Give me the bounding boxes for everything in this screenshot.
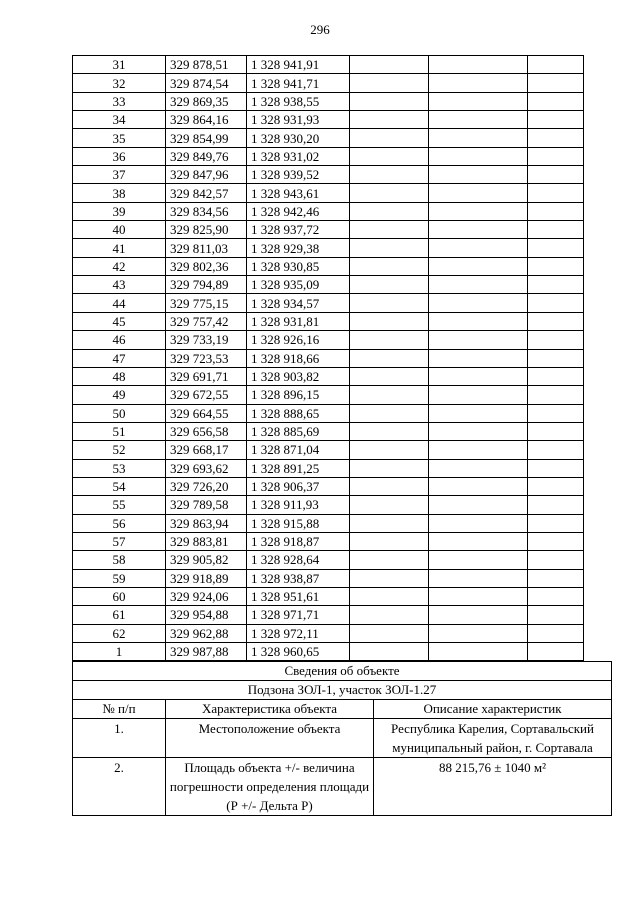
empty-cell (528, 459, 584, 477)
coordinate-row (73, 532, 584, 550)
info-title: Сведения об объекте (73, 662, 612, 681)
coord-y: 1 328 906,37 (247, 477, 350, 495)
empty-cell (429, 606, 528, 624)
point-number: 56 (73, 514, 166, 532)
empty-cell (528, 92, 584, 110)
empty-cell (429, 349, 528, 367)
empty-cell (528, 239, 584, 257)
coord-y: 1 328 960,65 (247, 643, 350, 661)
coord-y: 1 328 938,55 (247, 92, 350, 110)
empty-cell (528, 294, 584, 312)
coord-x: 329 672,55 (166, 386, 247, 404)
header-characteristic: Характеристика объекта (166, 700, 374, 719)
empty-cell (429, 129, 528, 147)
coordinate-row (73, 56, 584, 74)
coord-x: 329 789,58 (166, 496, 247, 514)
coord-y: 1 328 930,85 (247, 257, 350, 275)
coord-y: 1 328 926,16 (247, 331, 350, 349)
empty-cell (528, 477, 584, 495)
empty-cell (429, 477, 528, 495)
coord-y: 1 328 931,02 (247, 147, 350, 165)
point-number: 38 (73, 184, 166, 202)
coordinate-row (73, 386, 584, 404)
coord-y: 1 328 951,61 (247, 587, 350, 605)
empty-cell (350, 477, 429, 495)
coord-x: 329 775,15 (166, 294, 247, 312)
coord-x: 329 878,51 (166, 56, 247, 74)
point-number: 45 (73, 312, 166, 330)
page-number: 296 (310, 22, 330, 37)
empty-cell (429, 551, 528, 569)
empty-cell (429, 386, 528, 404)
coord-x: 329 869,35 (166, 92, 247, 110)
empty-cell (429, 441, 528, 459)
empty-cell (350, 166, 429, 184)
coord-y: 1 328 930,20 (247, 129, 350, 147)
coordinate-row (73, 74, 584, 92)
coord-y: 1 328 934,57 (247, 294, 350, 312)
coord-x: 329 733,19 (166, 331, 247, 349)
empty-cell (350, 532, 429, 550)
info-row-num: 2. (73, 758, 166, 816)
point-number: 55 (73, 496, 166, 514)
coord-x: 329 726,20 (166, 477, 247, 495)
coord-x: 329 883,81 (166, 532, 247, 550)
empty-cell (350, 257, 429, 275)
info-row-description: 88 215,76 ± 1040 м² (374, 758, 612, 816)
coordinate-row (73, 129, 584, 147)
coordinate-row (73, 331, 584, 349)
empty-cell (350, 624, 429, 642)
empty-cell (429, 532, 528, 550)
empty-cell (528, 56, 584, 74)
coordinate-row (73, 569, 584, 587)
point-number: 50 (73, 404, 166, 422)
empty-cell (350, 184, 429, 202)
coord-x: 329 693,62 (166, 459, 247, 477)
coordinate-row (73, 496, 584, 514)
point-number: 31 (73, 56, 166, 74)
empty-cell (429, 111, 528, 129)
empty-cell (429, 587, 528, 605)
coord-x: 329 842,57 (166, 184, 247, 202)
point-number: 53 (73, 459, 166, 477)
coord-y: 1 328 937,72 (247, 221, 350, 239)
coord-y: 1 328 891,25 (247, 459, 350, 477)
coordinate-row (73, 276, 584, 294)
empty-cell (528, 166, 584, 184)
coord-y: 1 328 888,65 (247, 404, 350, 422)
empty-cell (429, 643, 528, 661)
coord-y: 1 328 871,04 (247, 441, 350, 459)
empty-cell (429, 624, 528, 642)
empty-cell (528, 422, 584, 440)
coordinate-row (73, 606, 584, 624)
empty-cell (429, 74, 528, 92)
empty-cell (350, 606, 429, 624)
coordinate-row (73, 514, 584, 532)
empty-cell (350, 514, 429, 532)
coord-x: 329 987,88 (166, 643, 247, 661)
empty-cell (429, 257, 528, 275)
coordinate-row (73, 111, 584, 129)
coord-y: 1 328 943,61 (247, 184, 350, 202)
coordinate-row (73, 643, 584, 661)
empty-cell (429, 312, 528, 330)
coordinate-row (73, 477, 584, 495)
coordinate-row (73, 184, 584, 202)
empty-cell (528, 551, 584, 569)
point-number: 41 (73, 239, 166, 257)
coord-x: 329 691,71 (166, 367, 247, 385)
header-num: № п/п (73, 700, 166, 719)
coord-x: 329 962,88 (166, 624, 247, 642)
empty-cell (350, 111, 429, 129)
coord-y: 1 328 941,71 (247, 74, 350, 92)
coord-y: 1 328 911,93 (247, 496, 350, 514)
empty-cell (350, 496, 429, 514)
empty-cell (528, 312, 584, 330)
empty-cell (429, 147, 528, 165)
empty-cell (528, 569, 584, 587)
coord-x: 329 656,58 (166, 422, 247, 440)
coord-y: 1 328 939,52 (247, 166, 350, 184)
empty-cell (429, 92, 528, 110)
empty-cell (429, 184, 528, 202)
empty-cell (350, 147, 429, 165)
empty-cell (350, 239, 429, 257)
coord-x: 329 918,89 (166, 569, 247, 587)
coord-y: 1 328 918,87 (247, 532, 350, 550)
empty-cell (528, 386, 584, 404)
header-description: Описание характеристик (374, 700, 612, 719)
empty-cell (528, 532, 584, 550)
coordinate-row (73, 624, 584, 642)
empty-cell (350, 221, 429, 239)
point-number: 62 (73, 624, 166, 642)
empty-cell (350, 551, 429, 569)
empty-cell (429, 239, 528, 257)
coord-x: 329 825,90 (166, 221, 247, 239)
coordinate-row (73, 92, 584, 110)
coordinate-row (73, 239, 584, 257)
info-row-description: Республика Карелия, Сортавальский муниципальный район, г. Сортавала (374, 719, 612, 758)
empty-cell (528, 202, 584, 220)
object-info-table (72, 661, 612, 816)
coord-x: 329 664,55 (166, 404, 247, 422)
point-number: 43 (73, 276, 166, 294)
point-number: 32 (73, 74, 166, 92)
coordinate-row (73, 404, 584, 422)
point-number: 47 (73, 349, 166, 367)
empty-cell (429, 276, 528, 294)
empty-cell (350, 294, 429, 312)
coordinate-row (73, 587, 584, 605)
empty-cell (528, 129, 584, 147)
coord-x: 329 811,03 (166, 239, 247, 257)
empty-cell (528, 606, 584, 624)
coord-y: 1 328 942,46 (247, 202, 350, 220)
coord-x: 329 905,82 (166, 551, 247, 569)
coordinate-row (73, 422, 584, 440)
empty-cell (528, 441, 584, 459)
coord-x: 329 924,06 (166, 587, 247, 605)
info-row-num: 1. (73, 719, 166, 758)
coord-y: 1 328 918,66 (247, 349, 350, 367)
coordinate-row (73, 202, 584, 220)
empty-cell (429, 422, 528, 440)
point-number: 46 (73, 331, 166, 349)
coord-y: 1 328 885,69 (247, 422, 350, 440)
coord-x: 329 802,36 (166, 257, 247, 275)
coord-y: 1 328 931,81 (247, 312, 350, 330)
point-number: 54 (73, 477, 166, 495)
empty-cell (350, 92, 429, 110)
coord-x: 329 723,53 (166, 349, 247, 367)
point-number: 33 (73, 92, 166, 110)
empty-cell (350, 349, 429, 367)
coord-y: 1 328 929,38 (247, 239, 350, 257)
coord-x: 329 854,99 (166, 129, 247, 147)
empty-cell (350, 331, 429, 349)
coord-x: 329 757,42 (166, 312, 247, 330)
empty-cell (528, 257, 584, 275)
empty-cell (528, 111, 584, 129)
empty-cell (528, 349, 584, 367)
empty-cell (528, 331, 584, 349)
empty-cell (350, 569, 429, 587)
point-number: 58 (73, 551, 166, 569)
empty-cell (350, 587, 429, 605)
empty-cell (350, 312, 429, 330)
coord-y: 1 328 915,88 (247, 514, 350, 532)
empty-cell (350, 56, 429, 74)
empty-cell (350, 202, 429, 220)
empty-cell (350, 404, 429, 422)
empty-cell (350, 367, 429, 385)
coord-y: 1 328 972,11 (247, 624, 350, 642)
coordinate-row (73, 312, 584, 330)
coord-x: 329 863,94 (166, 514, 247, 532)
empty-cell (429, 202, 528, 220)
point-number: 60 (73, 587, 166, 605)
coord-x: 329 834,56 (166, 202, 247, 220)
coord-y: 1 328 896,15 (247, 386, 350, 404)
empty-cell (350, 441, 429, 459)
coord-x: 329 668,17 (166, 441, 247, 459)
coord-y: 1 328 931,93 (247, 111, 350, 129)
coord-x: 329 794,89 (166, 276, 247, 294)
empty-cell (429, 496, 528, 514)
empty-cell (350, 74, 429, 92)
point-number: 57 (73, 532, 166, 550)
point-number: 48 (73, 367, 166, 385)
coord-x: 329 847,96 (166, 166, 247, 184)
coordinate-row (73, 367, 584, 385)
empty-cell (528, 496, 584, 514)
empty-cell (429, 221, 528, 239)
empty-cell (528, 184, 584, 202)
empty-cell (429, 294, 528, 312)
coord-x: 329 864,16 (166, 111, 247, 129)
info-row-characteristic: Площадь объекта +/- величина погрешности определения площади (Р +/- Дельта Р) (166, 758, 374, 816)
empty-cell (350, 459, 429, 477)
empty-cell (350, 422, 429, 440)
empty-cell (528, 404, 584, 422)
empty-cell (528, 74, 584, 92)
info-row-characteristic: Местоположение объекта (166, 719, 374, 758)
coord-x: 329 874,54 (166, 74, 247, 92)
coordinate-row (73, 459, 584, 477)
coord-y: 1 328 928,64 (247, 551, 350, 569)
point-number: 59 (73, 569, 166, 587)
coordinate-row (73, 147, 584, 165)
empty-cell (350, 276, 429, 294)
empty-cell (429, 367, 528, 385)
point-number: 51 (73, 422, 166, 440)
point-number: 49 (73, 386, 166, 404)
point-number: 52 (73, 441, 166, 459)
empty-cell (350, 129, 429, 147)
coordinate-row (73, 349, 584, 367)
empty-cell (528, 624, 584, 642)
coord-y: 1 328 935,09 (247, 276, 350, 294)
point-number: 36 (73, 147, 166, 165)
coordinate-row (73, 294, 584, 312)
coordinate-row (73, 551, 584, 569)
empty-cell (429, 331, 528, 349)
empty-cell (429, 166, 528, 184)
empty-cell (350, 643, 429, 661)
empty-cell (528, 367, 584, 385)
empty-cell (429, 514, 528, 532)
point-number: 44 (73, 294, 166, 312)
coordinate-row (73, 257, 584, 275)
point-number: 1 (73, 643, 166, 661)
empty-cell (528, 276, 584, 294)
point-number: 34 (73, 111, 166, 129)
empty-cell (528, 221, 584, 239)
coord-y: 1 328 903,82 (247, 367, 350, 385)
point-number: 61 (73, 606, 166, 624)
empty-cell (429, 459, 528, 477)
empty-cell (528, 643, 584, 661)
info-subtitle: Подзона ЗОЛ-1, участок ЗОЛ-1.27 (73, 681, 612, 700)
point-number: 37 (73, 166, 166, 184)
coord-y: 1 328 971,71 (247, 606, 350, 624)
coord-x: 329 954,88 (166, 606, 247, 624)
empty-cell (528, 147, 584, 165)
empty-cell (429, 569, 528, 587)
coord-y: 1 328 938,87 (247, 569, 350, 587)
point-number: 39 (73, 202, 166, 220)
empty-cell (429, 404, 528, 422)
point-number: 40 (73, 221, 166, 239)
coordinate-row (73, 441, 584, 459)
coordinate-row (73, 221, 584, 239)
empty-cell (429, 56, 528, 74)
coordinate-row (73, 166, 584, 184)
point-number: 42 (73, 257, 166, 275)
coord-x: 329 849,76 (166, 147, 247, 165)
coordinates-table (72, 55, 584, 661)
coord-y: 1 328 941,91 (247, 56, 350, 74)
point-number: 35 (73, 129, 166, 147)
empty-cell (528, 514, 584, 532)
empty-cell (350, 386, 429, 404)
empty-cell (528, 587, 584, 605)
